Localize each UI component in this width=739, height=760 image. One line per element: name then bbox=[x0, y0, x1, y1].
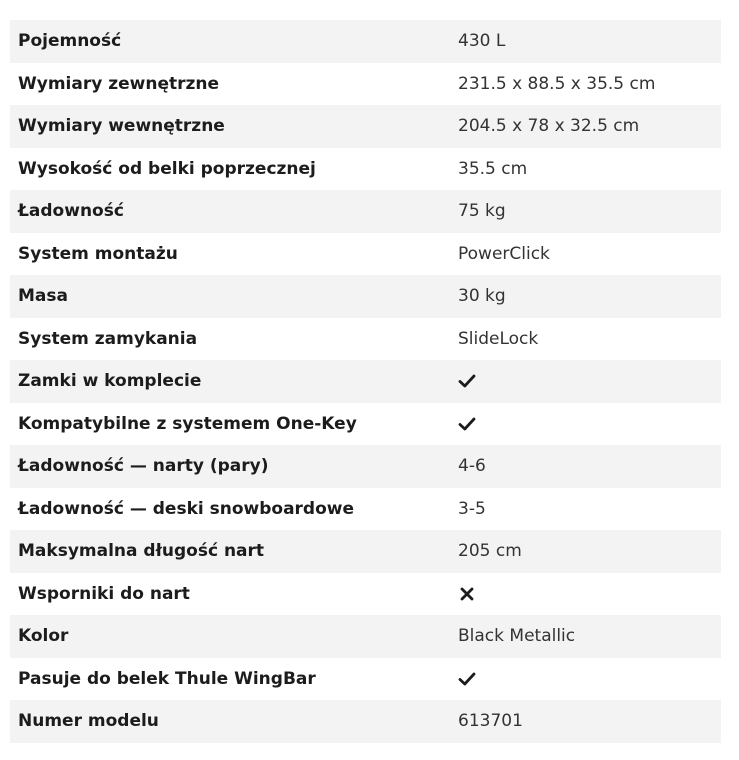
check-icon bbox=[458, 372, 476, 390]
spec-label: Numer modelu bbox=[18, 711, 159, 732]
spec-row-one-key-compatible bbox=[10, 403, 721, 446]
spec-label: Kolor bbox=[18, 626, 69, 647]
spec-row-internal-dimensions bbox=[10, 105, 721, 148]
spec-value: 430 L bbox=[458, 31, 506, 52]
spec-row-locking-system bbox=[10, 318, 721, 361]
spec-row-ski-holders bbox=[10, 573, 721, 616]
spec-value: 205 cm bbox=[458, 541, 522, 562]
spec-value bbox=[458, 573, 721, 616]
spec-label: Wymiary zewnętrzne bbox=[18, 73, 220, 94]
spec-label: Zamki w komplecie bbox=[18, 371, 202, 392]
spec-label: Wysokość od belki poprzecznej bbox=[18, 158, 316, 179]
spec-label: System zamykania bbox=[18, 328, 198, 349]
spec-value: 30 kg bbox=[458, 286, 506, 307]
spec-row-capacity bbox=[10, 20, 721, 63]
spec-value: 231.5 x 88.5 x 35.5 cm bbox=[458, 73, 656, 94]
spec-row-max-ski-length bbox=[10, 530, 721, 573]
spec-label: Maksymalna długość nart bbox=[18, 541, 265, 562]
spec-row-wingbar-fit bbox=[10, 658, 721, 701]
spec-value: 4-6 bbox=[458, 456, 486, 477]
spec-row-mounting-system bbox=[10, 233, 721, 276]
spec-value: 35.5 cm bbox=[458, 158, 528, 179]
spec-row-load-capacity bbox=[10, 190, 721, 233]
spec-row-ski-capacity bbox=[10, 445, 721, 488]
spec-value: Black Metallic bbox=[458, 626, 576, 647]
spec-label: Pasuje do belek Thule WingBar bbox=[18, 668, 316, 689]
check-icon bbox=[458, 415, 476, 433]
spec-row-external-dimensions bbox=[10, 63, 721, 106]
spec-value: SlideLock bbox=[458, 328, 539, 349]
spec-label: Masa bbox=[18, 286, 68, 307]
check-icon bbox=[458, 670, 476, 688]
spec-label: Ładowność bbox=[18, 201, 124, 222]
spec-value bbox=[458, 403, 721, 446]
spec-label: Kompatybilne z systemem One-Key bbox=[18, 413, 357, 434]
spec-label: Pojemność bbox=[18, 31, 122, 52]
spec-value bbox=[458, 658, 721, 701]
spec-row-weight bbox=[10, 275, 721, 318]
spec-value: 3-5 bbox=[458, 498, 486, 519]
spec-row-color bbox=[10, 615, 721, 658]
spec-value: 75 kg bbox=[458, 201, 506, 222]
spec-label: Wymiary wewnętrzne bbox=[18, 116, 225, 137]
spec-label: Ładowność — narty (pary) bbox=[18, 456, 269, 477]
spec-row-model-number bbox=[10, 700, 721, 743]
spec-value: 613701 bbox=[458, 711, 523, 732]
spec-value: PowerClick bbox=[458, 243, 550, 264]
spec-value: 204.5 x 78 x 32.5 cm bbox=[458, 116, 640, 137]
spec-value bbox=[458, 360, 721, 403]
spec-row-snowboard-capacity bbox=[10, 488, 721, 531]
spec-label: Ładowność — deski snowboardowe bbox=[18, 498, 355, 519]
spec-label: System montażu bbox=[18, 243, 178, 264]
spec-row-locks-included bbox=[10, 360, 721, 403]
spec-label: Wsporniki do nart bbox=[18, 583, 190, 604]
spec-row-height-from-crossbar bbox=[10, 148, 721, 191]
specification-table bbox=[10, 20, 721, 743]
cross-icon bbox=[458, 585, 476, 603]
